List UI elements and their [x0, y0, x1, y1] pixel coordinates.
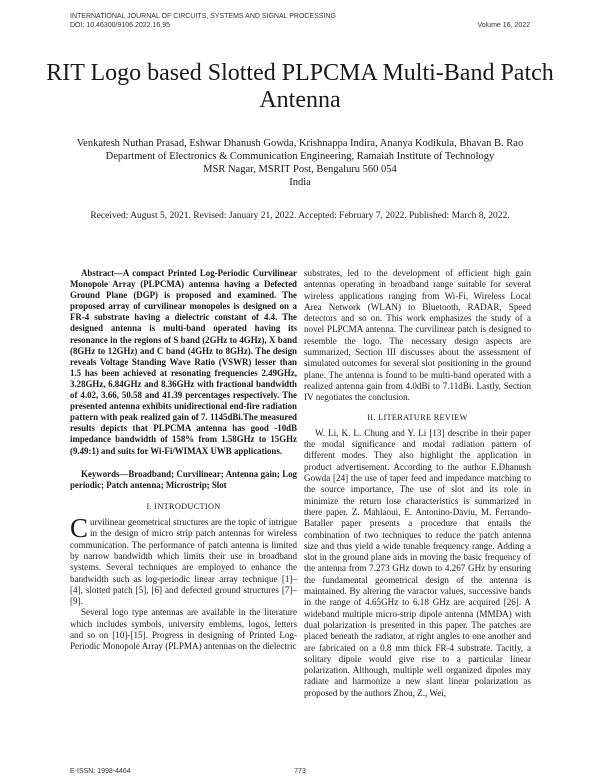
author-address: MSR Nagar, MSRIT Post, Bengaluru 560 054 [203, 164, 397, 175]
left-column [70, 268, 297, 653]
intro-paragraph-1-text: urvilinear geometrical structures are the topic of intrigue in the design of micro strip patch antennas for wireless communication. The performance of patch antenna is limited by narrow bandwidth which limits their use in broadband systems. Several techniques are employed to enhance the bandwidth such as log-periodic linear array technique [1]– [4], slotted patch [5], [6] and defected ground structures [7]– [9]. [70, 517, 297, 607]
author-department: Department of Electronics & Communication Engineering, Ramaiah Institute of Technology [105, 151, 495, 162]
doi: DOI: 10.46300/9106.2022.16.95 [70, 22, 171, 29]
keywords: Keywords—Broadband; Curvilinear; Antenna gain; Log periodic; Patch antenna; Microstrip; Slot [70, 468, 297, 490]
paper-title: RIT Logo based Slotted PLPCMA Multi-Band Patch Antenna [46, 60, 554, 113]
page-number: 773 [294, 768, 306, 775]
author-country: India [289, 177, 311, 188]
section-heading-introduction: I. INTRODUCTION [146, 501, 221, 511]
section-heading-literature-review: II. LITERATURE REVIEW [367, 412, 468, 422]
author-names: Venkatesh Nuthan Prasad, Eshwar Dhanush Gowda, Krishnappa Indira, Ananya Kodikula, Bhavan B. Rao [76, 138, 524, 149]
literature-paragraph-1: W. Li, K. L. Chung and Y. Li [13] describe in their paper the modal significance and modal radiation pattern of different modes. They also highlight the application in product advertisement. According to the author E.Dhanush Gowda [24] the use of taper feed and impedance matching to the source importance, The use of slot and its role in minimize the return lose characteristics is summarized in there paper. Z. Mahlaoui, E. Antonino-Daviu, M. Ferrando-Bataller paper presents a procedure that entails the combination of two techniques to reduce the patch antenna size and thus yield a wide tunable frequency range. Adding a slot in the ground plane aids in moving the basic frequency of the antenna from 7.273 GHz down to 4.267 GHz by ensuring the fundamental geometrical design of the antenna is maintained. By altering the varactor values, successive bands in the range of 4.65GHz to 6.18 GHz are acquired [26]. A wideband multiple micro-strip dipole antenna (MMDA) with dual polarization is presented in this paper. The patches are placed beneath the radiator, at right angles to one another and are fabricated on a 0.8 mm thick FR-4 substrate. Tacitly, a solitary dipole would give rise to a particular linear polarization. Although, multiple well organized dipoles may radiate and harmonize a new slant linear polarization as proposed by the authors Zhou, Z., Wei, [304, 427, 531, 698]
eissn: E-ISSN: 1998-4464 [70, 768, 131, 775]
intro-paragraph-1 [70, 513, 297, 607]
right-column [304, 268, 531, 699]
running-header [70, 12, 530, 30]
intro-paragraph-2: Several logo type antennas are available in the literature which includes symbols, university emblems, logos, letters and so on [10]-[15]. Progress in designing of Printed Log-Periodic Monopole Array (PLPMA) antennas on the dielectric [70, 607, 297, 652]
intro-paragraph-continued: substrates, led to the development of efficient high gain antennas operating in broadband range suitable for several wireless applications ranging from Wi-Fi, Wireless Local Area Network (WLAN) to Bluetooth, RADAR, Speed detectors and so on. This work emphasizes the study of a novel PLPCMA antenna. The curvilinear patch is designed to resemble the logo. The necessary design aspects are summarized, Section III discusses about the assessment of simulated outcomes for several slot positioning in the ground plane. The antenna is found to be multi-band operated with a realized antenna gain from 4.0dBi to 7.11dBi. Lastly, Section IV negotiates the conclusion. [304, 268, 531, 403]
journal-name: INTERNATIONAL JOURNAL OF CIRCUITS, SYSTEMS AND SIGNAL PROCESSING [70, 13, 336, 20]
publication-dates: Received: August 5, 2021. Revised: January 21, 2022. Accepted: February 7, 2022. Published: March 8, 2022. [90, 211, 510, 221]
author-block [50, 137, 550, 189]
abstract: Abstract—A compact Printed Log-Periodic Curvilinear Monopole Array (PLPCMA) antenna having a Defected Ground Plane (DGP) is proposed and examined. The proposed array of curvilinear monopoles is designed on a FR-4 substrate having a dielectric constant of 4.4. The designed antenna is multi-band operated having its resonance in the regions of S band (2GHz to 4GHz), X band (8GHz to 12GHz) and C band (4GHz to 8GHz). The design reveals Voltage Standing Wave Ratio (VSWR) lesser than 1.5 has been achieved at resonating frequencies 2.49GHz, 3.28GHz, 6.84GHz and 8.36GHz with fractional bandwidth of 4.02, 3.66, 50.58 and 41.39 percentages respectively. The presented antenna exhibits unidirectional end-fire radiation pattern with peak realized gain of 7. 1145dBi.The measured results depicts that PLPCMA antenna has good -10dB impedance bandwidth of 158% from 1.58GHz to 15GHz (9.49:1) and suits for Wi-Fi/WIMAX UWB applications. [70, 268, 297, 456]
volume: Volume 16, 2022 [477, 22, 530, 29]
drop-cap: C [70, 513, 89, 544]
